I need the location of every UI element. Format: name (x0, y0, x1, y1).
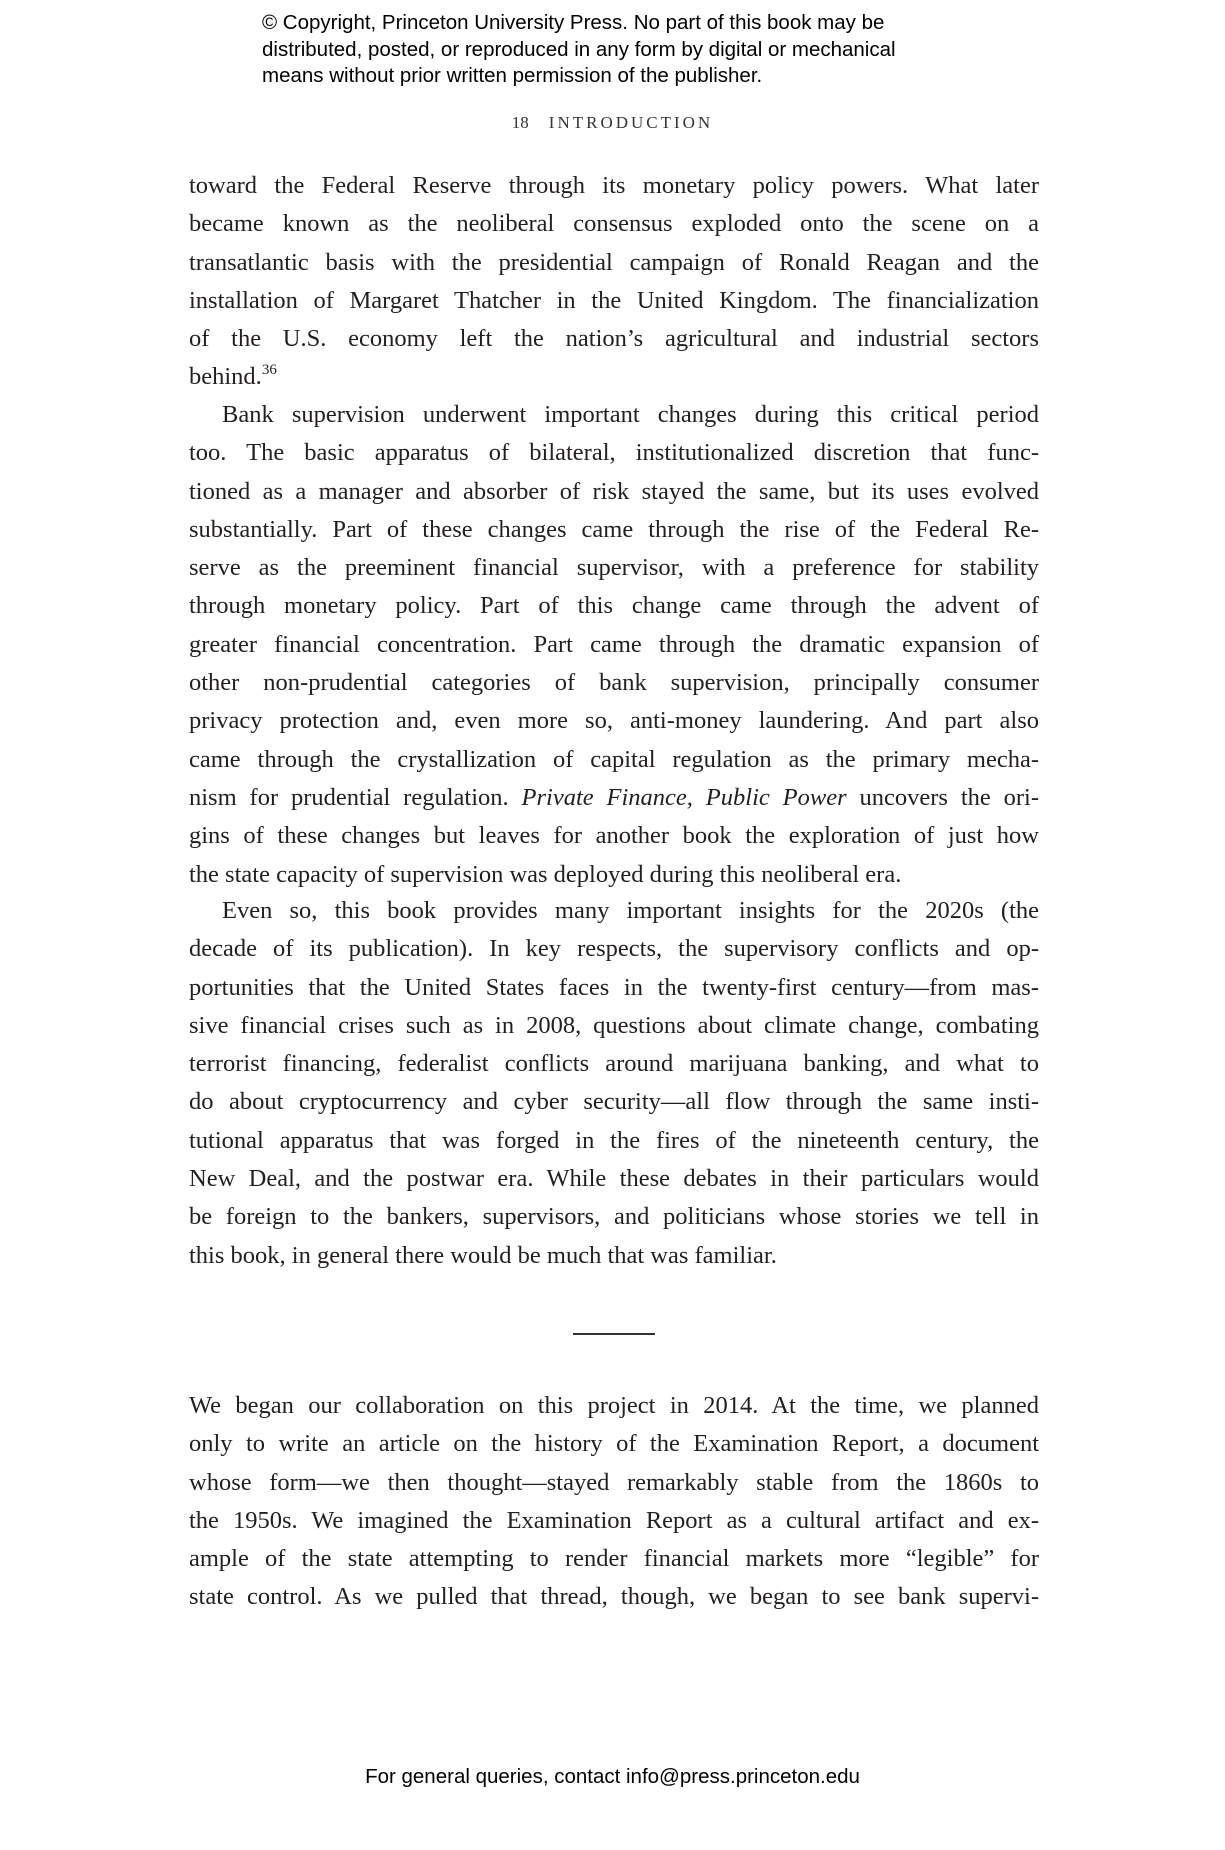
line-text: the 1950s. We imagined the Examination Report as a cultural artifact and ex- (189, 1506, 1039, 1534)
text-line (189, 1502, 1039, 1540)
text-line (189, 892, 1039, 930)
line-text: nism for prudential regulation. Private Finance, Public Power uncovers the ori- (189, 783, 1040, 811)
line-text: whose form—we then thought—stayed remarkably stable from the 1860s to (189, 1468, 1039, 1496)
text-line (189, 1083, 1039, 1121)
running-head (0, 113, 1225, 133)
text-line (189, 969, 1039, 1007)
line-text: tioned as a manager and absorber of risk stayed the same, but its uses evolved (189, 477, 1039, 505)
line-text: sive financial crises such as in 2008, questions about climate change, combating (189, 1011, 1039, 1039)
line-text: Even so, this book provides many important insights for the 2020s (the (222, 897, 1039, 924)
line-text: this book, in general there would be much that was familiar. (189, 1241, 777, 1269)
text-line (189, 434, 1039, 472)
line-text: behind. (189, 363, 262, 391)
line-text: portunities that the United States faces in the twenty-first century—from mas- (189, 973, 1039, 1001)
line-text: We began our collaboration on this project in 2014. At the time, we planned (189, 1392, 1039, 1419)
text-line (189, 282, 1039, 320)
chapter-title: INTRODUCTION (548, 113, 714, 132)
text-line (189, 473, 1039, 511)
copyright-line: distributed, posted, or reproduced in any form by digital or mechanical (262, 37, 896, 61)
text-line (189, 1198, 1039, 1236)
line-text: came through the crystallization of capital regulation as the primary mecha- (189, 745, 1039, 773)
copyright-line: © Copyright, Princeton University Press. No part of this book may be (262, 11, 885, 34)
text-line (189, 1045, 1039, 1083)
text-line (189, 358, 1039, 396)
paragraph (189, 396, 1039, 894)
line-text: toward the Federal Reserve through its monetary policy powers. What later (189, 172, 1039, 199)
paragraph (189, 167, 1039, 397)
line-text: ample of the state attempting to render financial markets more “legible” for (189, 1545, 1039, 1573)
text-line (189, 779, 1039, 817)
copyright-notice (262, 10, 982, 90)
line-text: Bank supervision underwent important changes during this critical period (222, 401, 1039, 428)
line-text: be foreign to the bankers, supervisors, and politicians whose stories we tell in (189, 1203, 1039, 1231)
line-text: serve as the preeminent financial supervisor, with a preference for stability (189, 554, 1039, 582)
text-line (189, 664, 1039, 702)
line-text: the state capacity of supervision was deployed during this neoliberal era. (189, 860, 902, 888)
paragraph (189, 1387, 1039, 1617)
text-line (189, 817, 1039, 855)
line-text: only to write an article on the history of the Examination Report, a document (189, 1430, 1039, 1458)
text-line (189, 244, 1039, 282)
text-line (189, 1425, 1039, 1463)
text-line (189, 167, 1039, 205)
text-line (189, 1578, 1039, 1616)
text-line (189, 1122, 1039, 1160)
text-line (189, 1007, 1039, 1045)
text-line (189, 1464, 1039, 1502)
text-line (189, 396, 1039, 434)
text-line (189, 1237, 1039, 1275)
text-line (189, 856, 1039, 894)
line-text: greater financial concentration. Part came through the dramatic expansion of (189, 630, 1039, 658)
text-line (189, 741, 1039, 779)
footnote-marker[interactable]: 36 (261, 362, 277, 379)
text-line (189, 930, 1039, 968)
line-text: do about cryptocurrency and cyber security—all flow through the same insti- (189, 1088, 1039, 1116)
line-text: through monetary policy. Part of this change came through the advent of (189, 592, 1039, 620)
text-line (189, 1160, 1039, 1198)
book-title: Private Finance, Public Power (521, 783, 847, 811)
line-text: of the U.S. economy left the nation’s agricultural and industrial sectors (189, 325, 1039, 353)
text-line (189, 702, 1039, 740)
page-number: 18 (511, 113, 529, 132)
line-text: became known as the neoliberal consensus exploded onto the scene on a (189, 210, 1039, 238)
text-line (189, 549, 1039, 587)
text-line (189, 1387, 1039, 1425)
text-line (189, 626, 1039, 664)
section-divider (573, 1333, 655, 1335)
text-line (189, 587, 1039, 625)
footer-contact: For general queries, contact info@press.princeton.edu (365, 1765, 860, 1788)
text-line (189, 320, 1039, 358)
line-text: terrorist financing, federalist conflicts around marijuana banking, and what to (189, 1050, 1039, 1078)
line-text: New Deal, and the postwar era. While these debates in their particulars would (189, 1165, 1039, 1193)
line-text: other non-prudential categories of bank supervision, principally consumer (189, 669, 1039, 697)
line-text: state control. As we pulled that thread, though, we began to see bank supervi- (189, 1583, 1039, 1611)
copyright-line: means without prior written permission of the publisher. (262, 64, 763, 87)
line-text: privacy protection and, even more so, anti-money laundering. And part also (189, 707, 1039, 735)
line-text: too. The basic apparatus of bilateral, institutionalized discretion that func- (189, 439, 1039, 467)
text-line (189, 205, 1039, 243)
text-line (189, 511, 1039, 549)
line-text: installation of Margaret Thatcher in the United Kingdom. The financialization (189, 286, 1039, 314)
line-text: substantially. Part of these changes came through the rise of the Federal Re- (189, 515, 1039, 543)
line-text: transatlantic basis with the presidential campaign of Ronald Reagan and the (189, 248, 1039, 276)
paragraph (189, 892, 1039, 1275)
text-line (189, 1540, 1039, 1578)
line-text: tutional apparatus that was forged in the fires of the nineteenth century, the (189, 1126, 1039, 1154)
line-text: gins of these changes but leaves for another book the exploration of just how (189, 822, 1039, 850)
line-text: decade of its publication). In key respects, the supervisory conflicts and op- (189, 935, 1039, 963)
